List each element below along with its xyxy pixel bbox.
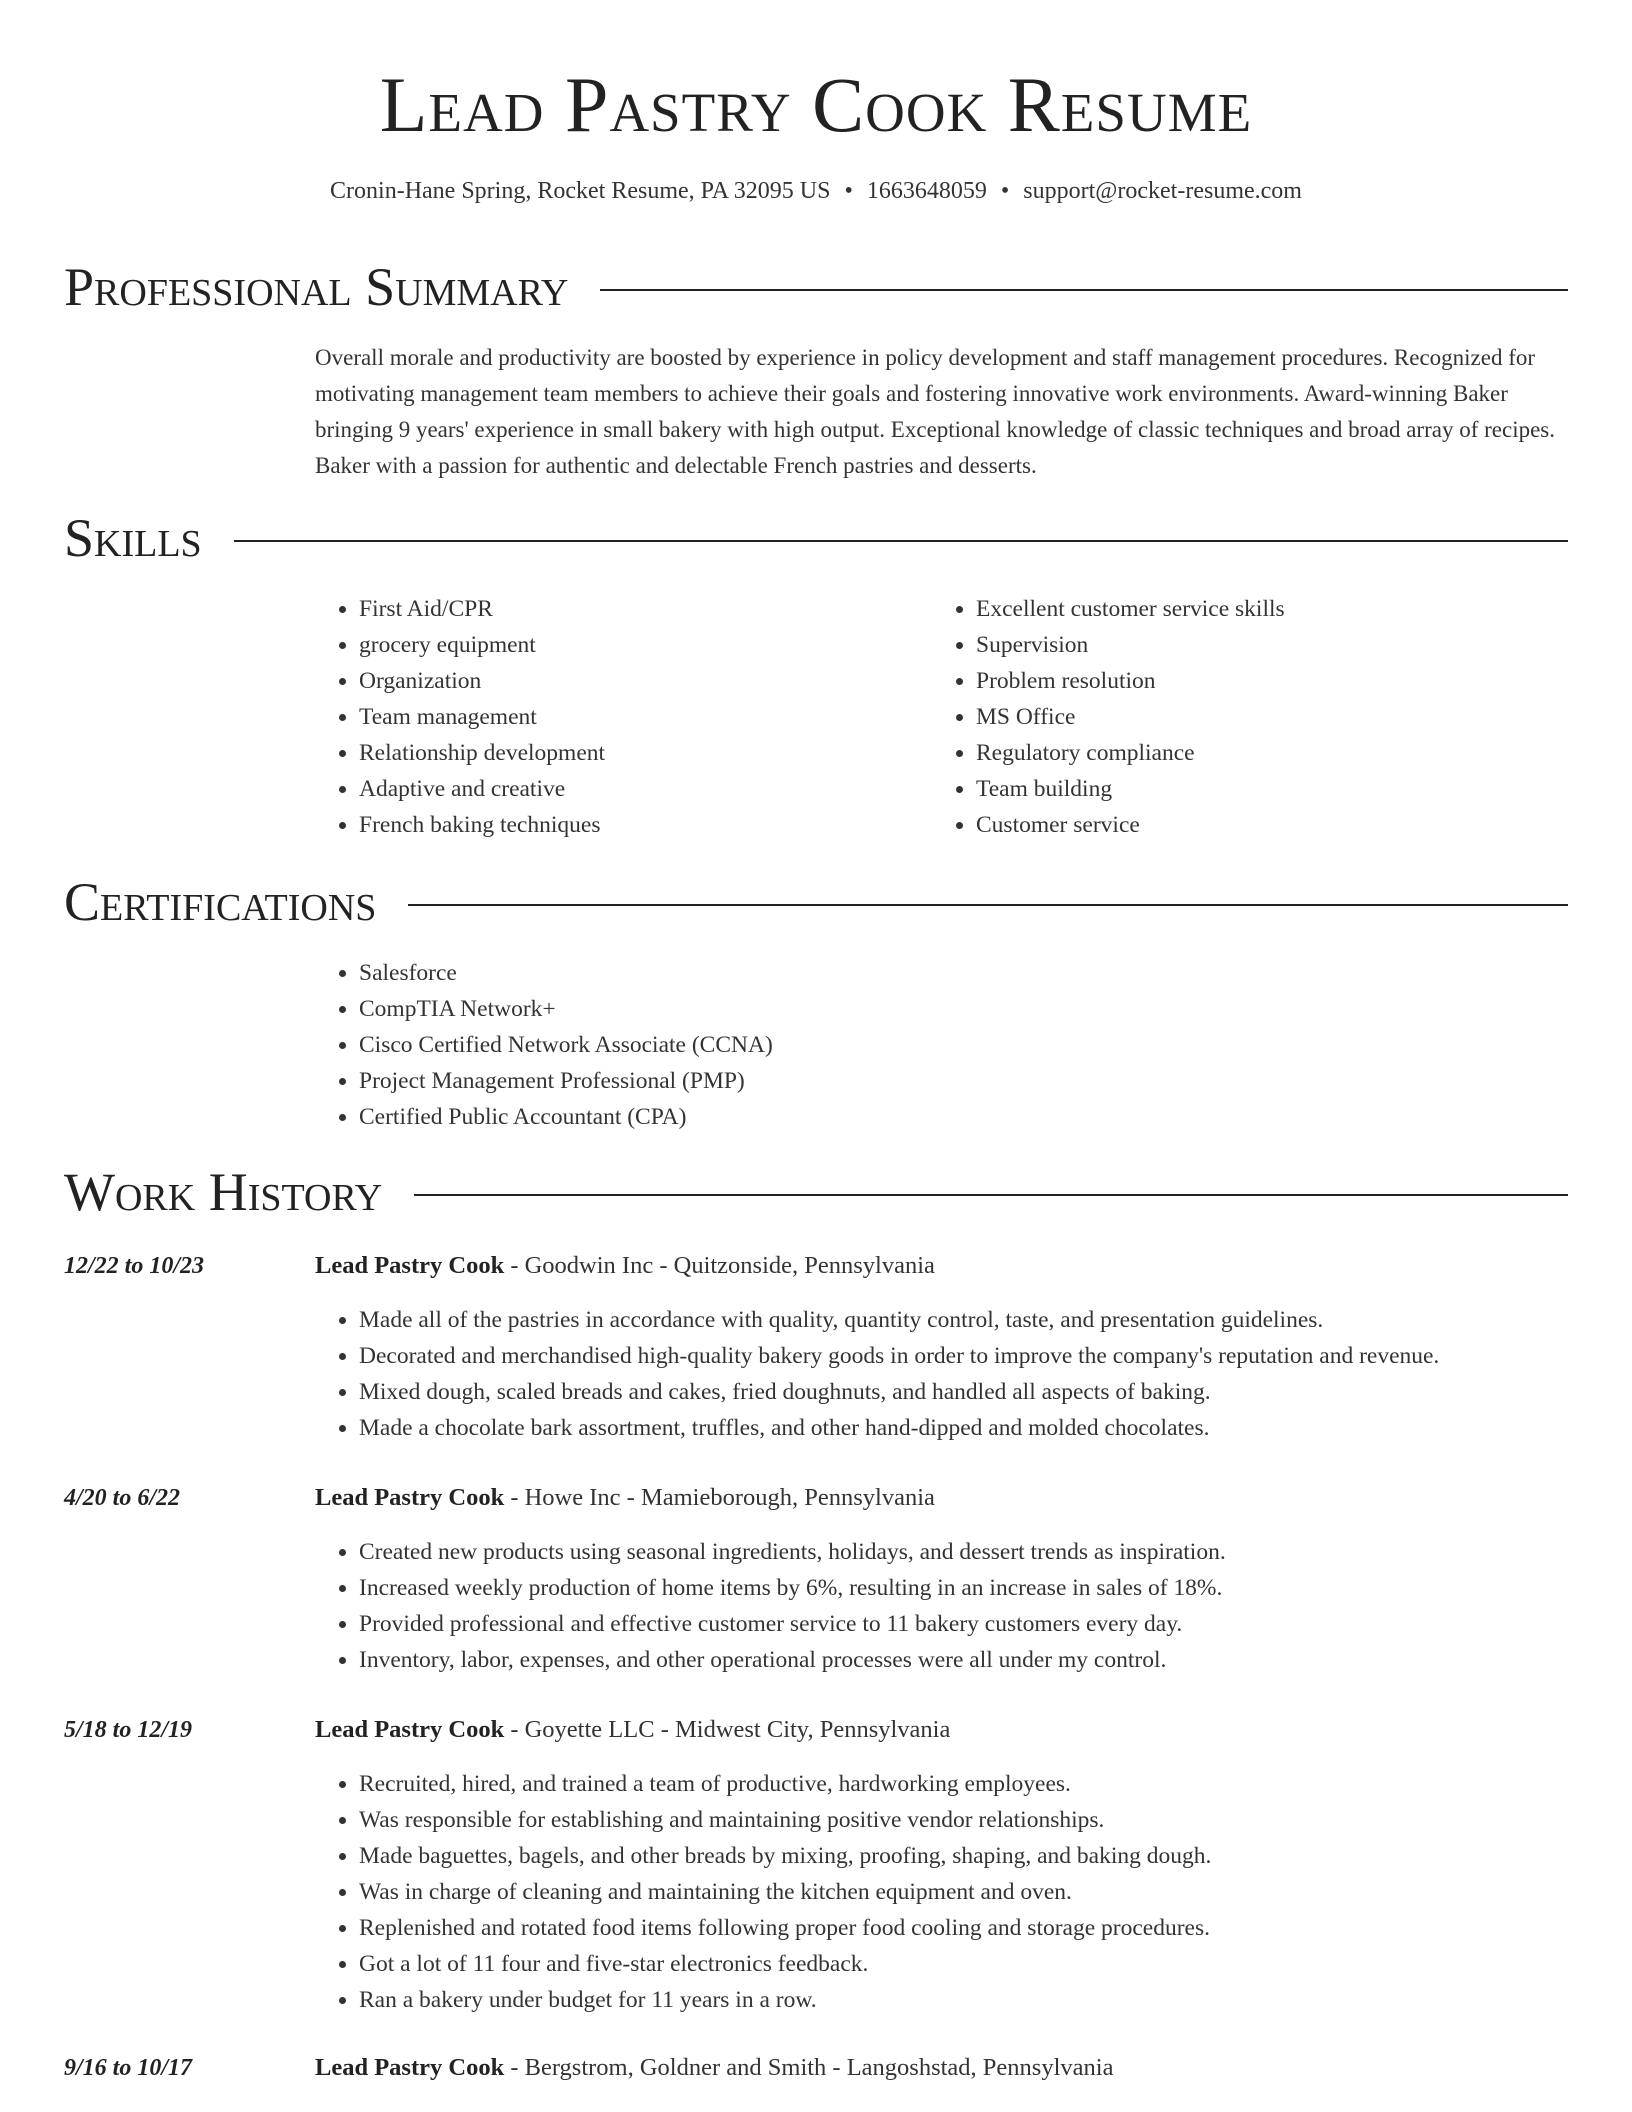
contact-address: Cronin-Hane Spring, Rocket Resume, PA 32095 US — [330, 178, 831, 204]
work-history-section-header — [64, 1162, 1568, 1222]
contact-separator: • — [844, 178, 853, 204]
skill-item: • Team building — [976, 771, 1285, 807]
certifications-heading: Certifications — [64, 872, 377, 932]
certification-item: • Cisco Certified Network Associate (CCNA) — [359, 1027, 773, 1063]
skills-heading: Skills — [64, 508, 202, 568]
job-duty-item: • Made all of the pastries in accordance with quality, quantity control, taste, and presentation guidelines. — [359, 1302, 1629, 1338]
job-employer: - Goodwin Inc - Quitzonside, Pennsylvania — [504, 1252, 935, 1279]
skill-item: • Regulatory compliance — [976, 735, 1285, 771]
skill-item: • French baking techniques — [359, 807, 605, 843]
job-duty-item: • Mixed dough, scaled breads and cakes, fried doughnuts, and handled all aspects of baking. — [359, 1374, 1629, 1410]
work-history-heading: Work History — [64, 1162, 383, 1222]
job-duty-item: • Recruited, hired, and trained a team of productive, hardworking employees. — [359, 1766, 1629, 1802]
job-employer: - Howe Inc - Mamieborough, Pennsylvania — [504, 1484, 935, 1511]
contact-email: support@rocket-resume.com — [1023, 178, 1302, 204]
job-employer: - Bergstrom, Goldner and Smith - Langoshstad, Pennsylvania — [504, 2054, 1114, 2081]
job-title: Lead Pastry Cook — [315, 2054, 505, 2081]
job-duty-item: • Made baguettes, bagels, and other breads by mixing, proofing, shaping, and baking dough. — [359, 1838, 1629, 1874]
skill-item: • Excellent customer service skills — [976, 591, 1285, 627]
job-duty-item: • Created new products using seasonal ingredients, holidays, and dessert trends as inspiration. — [359, 1534, 1629, 1570]
skill-item: • MS Office — [976, 699, 1285, 735]
contact-line — [0, 176, 1632, 206]
resume-title: Lead Pastry Cook Resume — [379, 61, 1253, 148]
job-dates: 9/16 to 10/17 — [64, 2055, 193, 2081]
job-title-line — [315, 1480, 935, 1516]
job-title: Lead Pastry Cook — [315, 1252, 505, 1279]
skills-section-header — [64, 508, 1568, 568]
summary-section-header — [64, 257, 1568, 317]
job-duties — [315, 1302, 1629, 1446]
summary-text: Overall morale and productivity are boosted by experience in policy development and staff management procedures. Recognized for motivating management team members to achieve their goals and fostering innovative work environments. Award-winning Baker bringing 9 years' experience in small bakery with high output. Exceptional knowledge of classic techniques and broad array of recipes. Baker with a passion for authentic and delectable French pastries and desserts. — [315, 345, 1555, 478]
skill-item: • Team management — [359, 699, 605, 735]
job-duty-item: • Was in charge of cleaning and maintaining the kitchen equipment and oven. — [359, 1874, 1629, 1910]
job-duty-item: • Inventory, labor, expenses, and other operational processes were all under my control. — [359, 1642, 1629, 1678]
job-duties — [315, 1766, 1629, 2018]
certification-item: • CompTIA Network+ — [359, 991, 773, 1027]
job-duty-item: • Was responsible for establishing and maintaining positive vendor relationships. — [359, 1802, 1629, 1838]
certification-item: • Salesforce — [359, 955, 773, 991]
skills-list-right — [932, 591, 1285, 843]
certification-item: • Certified Public Accountant (CPA) — [359, 1099, 773, 1135]
summary-heading: Professional Summary — [64, 257, 569, 317]
section-divider — [414, 1194, 1568, 1196]
job-duties — [315, 1534, 1629, 1678]
skill-item: • Supervision — [976, 627, 1285, 663]
job-duty-item: • Decorated and merchandised high-quality bakery goods in order to improve the company's reputation and revenue. — [359, 1338, 1629, 1374]
contact-phone: 1663648059 — [866, 178, 987, 204]
skill-item: • Customer service — [976, 807, 1285, 843]
skill-item: • Organization — [359, 663, 605, 699]
job-duty-item: • Ran a bakery under budget for 11 years in a row. — [359, 1982, 1629, 2018]
job-title-line — [315, 1248, 935, 1284]
skill-item: • Adaptive and creative — [359, 771, 605, 807]
job-dates: 4/20 to 6/22 — [64, 1485, 181, 1511]
skill-item: • Problem resolution — [976, 663, 1285, 699]
certification-item: • Project Management Professional (PMP) — [359, 1063, 773, 1099]
job-title-line — [315, 2050, 1113, 2086]
job-title: Lead Pastry Cook — [315, 1484, 505, 1511]
job-dates: 5/18 to 12/19 — [64, 1717, 193, 1743]
job-dates: 12/22 to 10/23 — [64, 1253, 205, 1279]
skill-item: • First Aid/CPR — [359, 591, 605, 627]
skill-item: • Relationship development — [359, 735, 605, 771]
skill-item: • grocery equipment — [359, 627, 605, 663]
job-duty-item: • Got a lot of 11 four and five-star electronics feedback. — [359, 1946, 1629, 1982]
job-duty-item: • Made a chocolate bark assortment, truffles, and other hand-dipped and molded chocolates. — [359, 1410, 1629, 1446]
job-employer: - Goyette LLC - Midwest City, Pennsylvania — [504, 1716, 951, 1743]
section-divider — [408, 904, 1568, 906]
job-title-line — [315, 1712, 950, 1748]
job-duty-item: • Provided professional and effective customer service to 11 bakery customers every day. — [359, 1606, 1629, 1642]
job-duty-item: • Increased weekly production of home items by 6%, resulting in an increase in sales of 18%. — [359, 1570, 1629, 1606]
job-title: Lead Pastry Cook — [315, 1716, 505, 1743]
skills-list-left — [315, 591, 605, 843]
section-divider — [600, 289, 1568, 291]
certifications-section-header — [64, 872, 1568, 932]
contact-separator: • — [1000, 178, 1010, 204]
job-duty-item: • Replenished and rotated food items following proper food cooling and storage procedures. — [359, 1910, 1629, 1946]
certifications-list — [315, 955, 773, 1135]
section-divider — [234, 540, 1568, 542]
